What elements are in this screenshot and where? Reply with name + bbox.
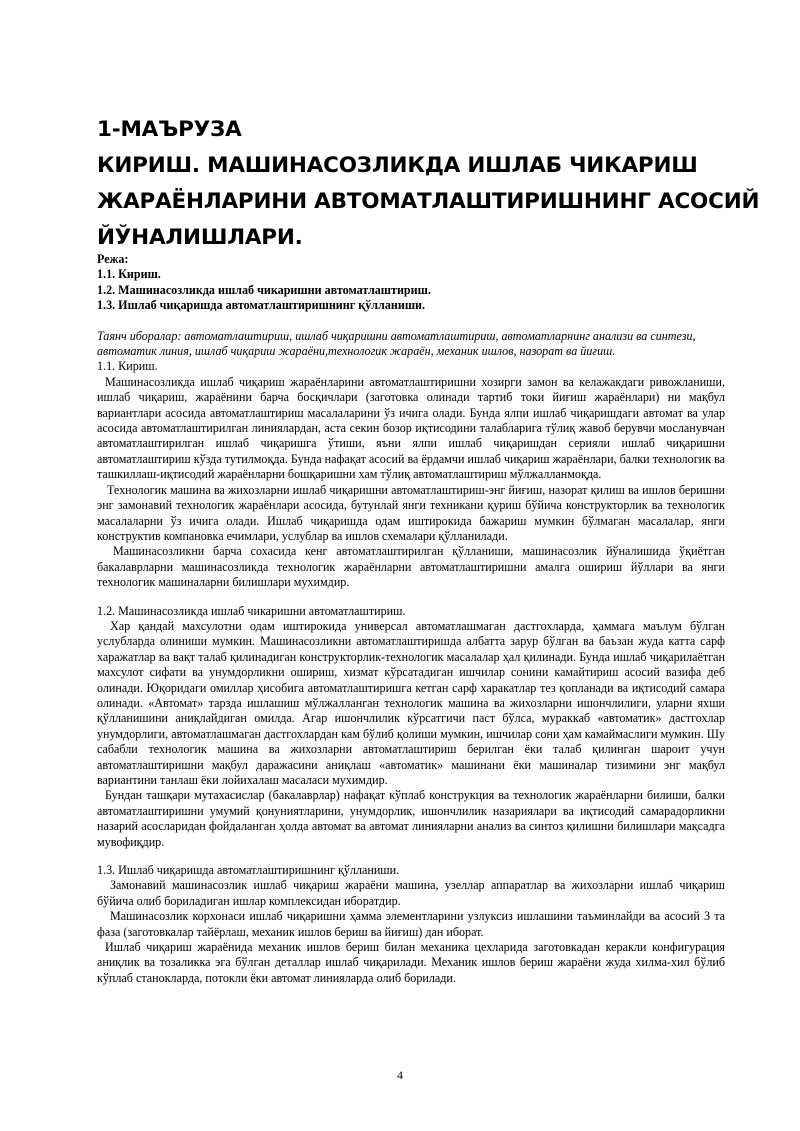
body-paragraph: Ишлаб чиқариш жараёнида механик ишлов бериш билан механика цехларида заготовкадан керакли конфигурация аниқлик ва тозаликка эга бўлган деталлар ишлаб чиқарилади. Механик ишлов бериш жараёни жуда хилма-хил бўлиб кўплаб станокларда, потокли ёки автомат линияларда олиб борилади. bbox=[97, 940, 725, 985]
section-intro bbox=[97, 359, 725, 590]
plan-heading: Режа: bbox=[97, 252, 129, 266]
plan-block bbox=[97, 252, 725, 314]
body-paragraph: Машинасозлик корхонаси ишлаб чиқаришни ҳамма элементларини узлуксиз ишлашини таъминлайди ва асосий 3 та фаза (заготовкалар тайёрлаш, механик ишлов бериш ва йиғиш) дан иборат. bbox=[97, 909, 725, 939]
body-paragraph: Замонавий машинасозлик ишлаб чиқариш жараёни машина, узеллар аппаратлар ва жихозларни ишлаб чиқариш бўйича олиб бориладиган ишлар комплексидан иборатдир. bbox=[97, 878, 725, 908]
body-paragraph: Машинасозликни барча сохасида кенг автоматлаштирилган қўлланиши, машинасозлик йўналишида ўқиётган бакалаврларни машинасозликда технологик жараёнларни автоматлаштиришни амалга ошириш йўллари ва янги технологик машиналарни билишлари мухимдир. bbox=[97, 544, 725, 590]
section-application bbox=[97, 863, 725, 986]
lecture-title bbox=[97, 112, 760, 256]
plan-item: 1.1. Кириш. bbox=[97, 267, 161, 282]
keywords-paragraph: Таянч иборалар: автоматлаштириш, ишлаб чиқаришни автоматлаштириш, автоматларнинг анализи ва синтези, автоматик линия, ишлаб чиқариш жараёни,технологик жараён, механик ишлов, назорат ва йиғиш. bbox=[97, 328, 696, 359]
plan-item: 1.3. Ишлаб чиқаришда автоматлаштиришнинг қўлланиши. bbox=[97, 298, 426, 313]
section-heading: 1.2. Машинасозликда ишлаб чикаришни автоматлаштириш. bbox=[97, 603, 406, 618]
document-body bbox=[97, 252, 725, 986]
body-paragraph: Машинасозликда ишлаб чиқариш жараёнларини автоматлаштиришни хозирги замон ва келажакдаги ривожланиши, ишлаб чиқариш, жараёнини барча босқичлари (заготовка олинади тартиб токи йиғиш жараёнлари) ни мақбул вариантлари асосида автоматлаштириш масалаларини ўз ичига олади. Бунда ялпи ишлаб чиқаришдаги автомат ва улар асосида автоматлаштирилган линиялардан, аста секин бозор иқтисодини талабларига тўлиқ жавоб берувчи мосланувчан автоматлаштирилган ишлаб чиқаришга ўтиши, яъни ялпи ишлаб чиқаришдан серияли ишлаб чиқаришни автоматлаштириш кўзда тутилмоқда. Бунда нафақат асосий ва ёрдамчи ишлаб чиқариш жараёнлари, балки технологик ва ташкиллаш-иқтисодий жараёнларни бошқаришни хам тўлиқ автоматлаштириш мўлжалланмоқда. bbox=[97, 374, 725, 482]
page-number: 4 bbox=[397, 1068, 403, 1082]
section-heading: 1.3. Ишлаб чиқаришда автоматлаштиришнинг қўлланиши. bbox=[97, 863, 400, 878]
section-heading: 1.1. Кириш. bbox=[97, 359, 158, 374]
body-paragraph: Бундан ташқари мутахасислар (бакалаврлар) нафақат кўплаб конструкция ва технологик жараёнларни билиши, балки автоматлаштиришни умумий қонуниятларини, унумдорлик, ишончлилик назариялари ва иқтисодий самарадорликни назарий асосларидан фойдаланган ҳолда автомат ва автомат линияларни анализ ва синтоз қилишни билишлари мақсадга мувофиқдир. bbox=[97, 788, 725, 849]
body-paragraph: Хар қандай махсулотни одам иштирокида универсал автоматлашмаган дастгохларда, ҳаммага маълум бўлган услубларда олиниши мумкин. Машинасозликни автоматлаштиришда албатта зарур бўлган ва баъзан жуда катта сарф харажатлар ва вақт талаб қилинадиган конструкторлик-технологик масалалар ҳал қилинади. Бунда ишлаб чиқарилаётган махсулот сифати ва унумдорликни ошириш, хизмат кўрсатадиган ишчилар сонини камайтириш асосий вазифа деб олинади. Юқоридаги омиллар ҳисобига автоматлаштиришга кетган сарф харакатлар тез қопланади ва иқтисодий самара олинади. «Автомат» тарзда ишлашиш мўлжалланган технологик машина ва жихозларни ишончлилиги, уларни яхши қўлланишини аниқлайдиган омилда. Агар ишончлилик кўрсатгичи паст бўлса, мураккаб «автоматик» дастгохлар унумдорлиги, автоматлашмаган дастгохлардан кам бўлиб қолиши мумкин, ишчилар сони ҳам камаймаслиги мумкин. Шу сабабли технологик машина ва жихозларни автоматлаштириш берилган ёки талаб қилинган шароит учун автоматлаштиришни мақбул даражасини аниқлаш «автоматик» машинани ёки машиналар тизимини энг мақбул вариантини танлаш ёки лойихалаш масаласи мухимдир. bbox=[97, 618, 725, 787]
body-paragraph: Технологик машина ва жихозларни ишлаб чиқаришни автоматлаштириш-энг йиғиш, назорат қилиш ва ишлов беришни энг замонавий технологик жараёнлари асосида, бутунлай янги техникани қуриш бўйича конструкторлик ва технологик масалаларни ўз ичига олади. Ишлаб чиқаришда одам иштирокида бажариш мумкин бўлмаган масалалар, янги конструктив компановка ечимлари, услублар ва ишлов схемалари қўлланилади. bbox=[97, 482, 725, 543]
title-line: ЙЎНАЛИШЛАРИ. bbox=[97, 225, 303, 250]
title-line: КИРИШ. МАШИНАСОЗЛИКДА ИШЛАБ ЧИКАРИШ bbox=[97, 153, 698, 178]
plan-item: 1.2. Машинасозликда ишлаб чикаришни автоматлаштириш. bbox=[97, 282, 431, 297]
section-automation bbox=[97, 604, 725, 851]
title-line: ЖАРАЁНЛАРИНИ АВТОМАТЛАШТИРИШНИНГ АСОСИЙ bbox=[97, 189, 760, 214]
title-line: 1-МАЪРУЗА bbox=[97, 117, 242, 142]
